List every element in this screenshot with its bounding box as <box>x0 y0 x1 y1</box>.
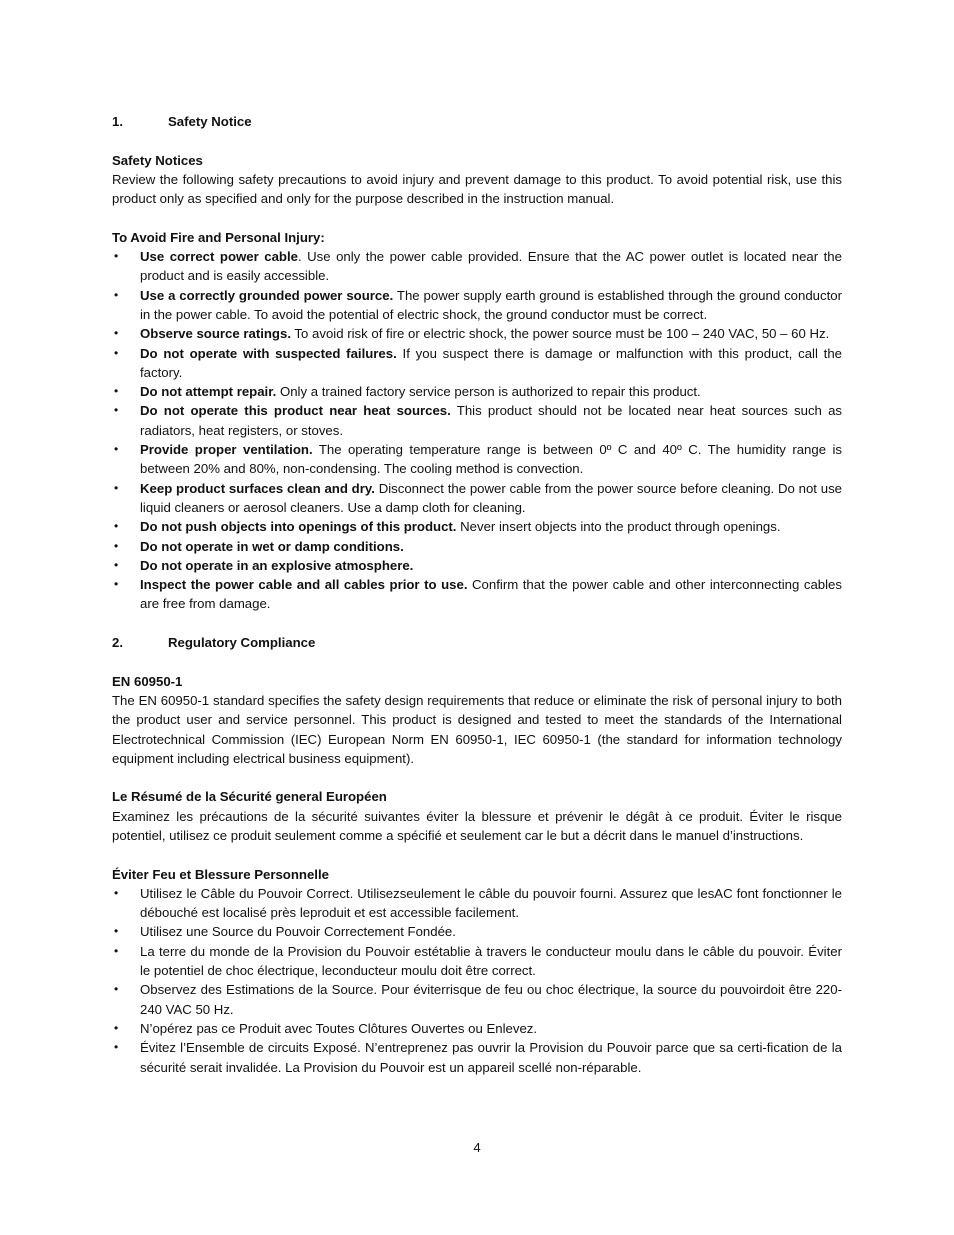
list-item: • Do not operate in an explosive atmosphere. <box>112 556 842 575</box>
document-page <box>112 112 842 1077</box>
list-item: • Do not operate with suspected failures. If you suspect there is damage or malfunction with this product, call the factory. <box>114 345 842 380</box>
list-item: • Keep product surfaces clean and dry. Disconnect the power cable from the power source before cleaning. Do not use liquid cleaners or aerosol cleaners. Use a damp cloth for cleaning. <box>114 480 843 515</box>
list-item: • Utilisez le Câble du Pouvoir Correct. Utilisezseulement le câble du pouvoir fourni. Assurez que lesAC font fonctionner le débouché est localisé près leproduit et est accessible facilement. <box>114 885 842 921</box>
list-item: • Do not operate in wet or damp conditions. <box>112 537 842 556</box>
french-fire-list <box>112 884 842 1077</box>
french-summary-heading: Le Résumé de la Sécurité general Européen <box>112 789 387 805</box>
page-number: 4 <box>473 1140 481 1155</box>
bullet-icon: • <box>114 924 119 939</box>
bullet-icon: • <box>114 538 119 553</box>
bullet-icon: • <box>114 345 119 360</box>
list-item: • N’opérez pas ce Produit avec Toutes Clôtures Ouvertes ou Enlevez. <box>112 1019 842 1038</box>
section-title: Regulatory Compliance <box>168 635 316 651</box>
list-item: • Use a correctly grounded power source. The power supply earth ground is established through the ground conductor in the power cable. To avoid the potential of electric shock, the ground conductor must be correct. <box>114 287 842 322</box>
safety-notices-heading: Safety Notices <box>112 152 203 168</box>
list-item: • La terre du monde de la Provision du Pouvoir estétablie à travers le conducteur moulu dans le câble du pouvoir. Éviter le potentiel de choc électrique, leconducteur moulu doit être correct. <box>114 943 842 979</box>
fire-injury-heading: To Avoid Fire and Personal Injury: <box>112 229 325 245</box>
bullet-icon: • <box>114 885 119 900</box>
section-number: 2. <box>112 635 123 651</box>
list-item: • Provide proper ventilation. The operating temperature range is between 0º C and 40º C. The humidity range is between 20% and 80%, non-condensing. The cooling method is convection. <box>114 442 843 477</box>
bullet-icon: • <box>114 249 119 264</box>
en-standard-text: The EN 60950-1 standard specifies the safety design requirements that reduce or eliminate the risk of personal injury to both the product user and service personnel. This product is designed and tested to meet the standards of the International Electrotechnical Commission (IEC) European Norm EN 60950-1, IEC 60950-1 (the standard for information technology equipment including electrical business equipment). <box>112 692 842 766</box>
bullet-icon: • <box>114 1040 119 1055</box>
list-item: • Utilisez une Source du Pouvoir Correctement Fondée. <box>112 922 842 941</box>
bullet-icon: • <box>114 326 119 341</box>
bullet-icon: • <box>114 384 119 399</box>
bullet-icon: • <box>114 557 119 572</box>
bullet-icon: • <box>114 577 119 592</box>
en-standard-heading: EN 60950-1 <box>112 673 183 689</box>
fire-injury-list <box>112 247 842 614</box>
list-item: • Inspect the power cable and all cables prior to use. Confirm that the power cable and other interconnecting cables are free from damage. <box>114 577 842 612</box>
list-item: • Do not push objects into openings of this product. Never insert objects into the product through openings. <box>112 517 842 536</box>
french-fire-heading: Éviter Feu et Blessure Personnelle <box>112 866 329 882</box>
bullet-icon: • <box>114 480 119 495</box>
bullet-icon: • <box>114 442 119 457</box>
section-number: 1. <box>112 114 123 129</box>
bullet-icon: • <box>114 403 119 418</box>
list-item: • Do not operate this product near heat sources. This product should not be located near heat sources such as radiators, heat registers, or stoves. <box>114 403 842 438</box>
list-item: • Observez des Estimations de la Source. Pour éviterrisque de feu ou choc électrique, la source du pouvoirdoit être 220-240 VAC 50 Hz. <box>114 982 842 1017</box>
list-item: • Évitez l’Ensemble de circuits Exposé. N’entreprenez pas ouvrir la Provision du Pouvoir parce que sa certi-fication de la sécurité serait invalidée. La Provision du Pouvoir est un appareil scellé non-réparable. <box>114 1040 842 1075</box>
bullet-icon: • <box>114 1020 119 1035</box>
section-2-heading <box>112 633 842 652</box>
section-title: Safety Notice <box>168 114 252 129</box>
bullet-icon: • <box>114 287 119 302</box>
safety-notices-text: Review the following safety precautions to avoid injury and prevent damage to this product. To avoid potential risk, use this product only as specified and only for the purpose described in the instruction manual. <box>112 171 842 207</box>
section-1-heading <box>112 112 842 131</box>
bullet-icon: • <box>114 982 119 997</box>
bullet-icon: • <box>114 519 119 534</box>
bullet-icon: • <box>114 943 119 958</box>
list-item: • Use correct power cable. Use only the power cable provided. Ensure that the AC power outlet is located near the product and is easily accessible. <box>114 249 842 284</box>
list-item: • Observe source ratings. To avoid risk of fire or electric shock, the power source must be 100 – 240 VAC, 50 – 60 Hz. <box>112 324 842 343</box>
list-item: • Do not attempt repair. Only a trained factory service person is authorized to repair this product. <box>112 382 842 401</box>
french-summary-text: Examinez les précautions de la sécurité suivantes éviter la blessure et prévenir le dégât à ce produit. Éviter le risque potentiel, utilisez ce produit seulement comme a spécifié et seulement car le but a décrit dans le manuel d’instructions. <box>112 808 842 843</box>
